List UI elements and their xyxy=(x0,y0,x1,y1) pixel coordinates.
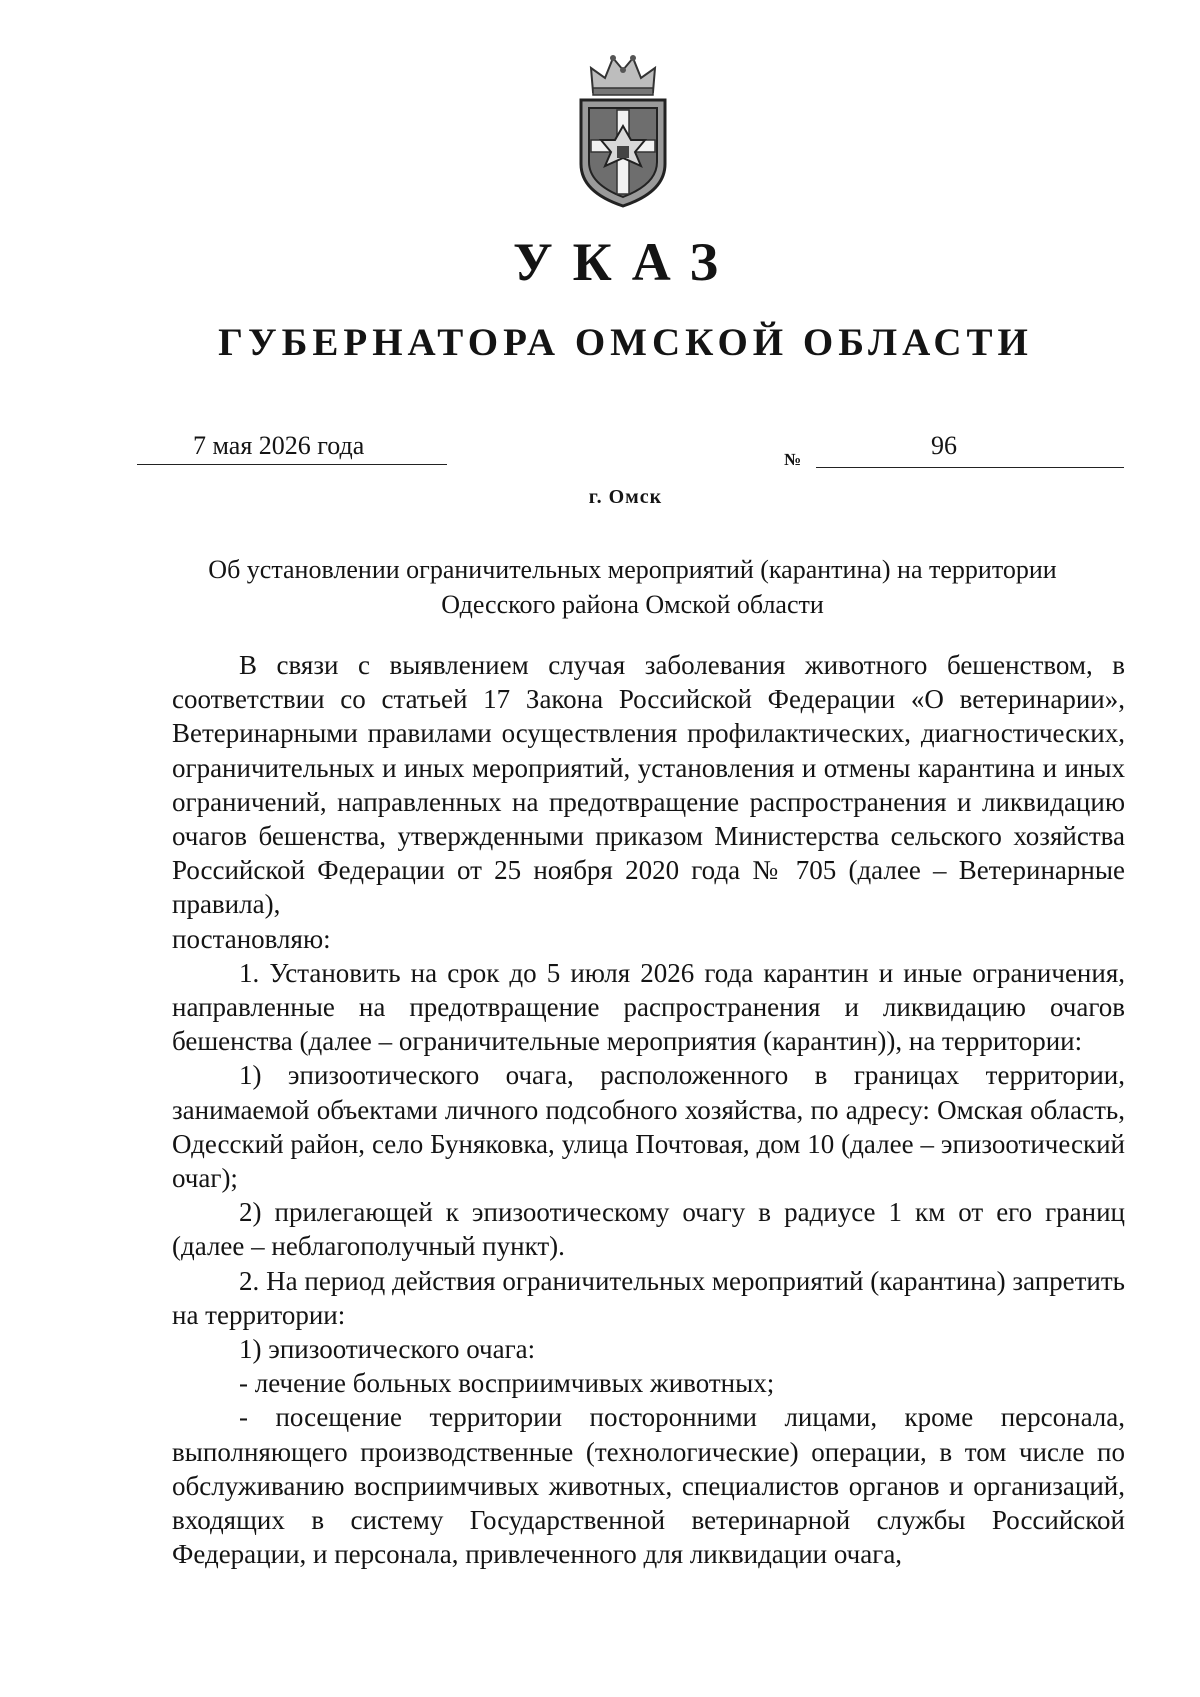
heading-line-1: Об установлении ограничительных мероприятий (карантина) на территории xyxy=(208,555,1057,584)
document-number: 96 xyxy=(931,431,957,460)
document-title: УКАЗ xyxy=(513,232,738,292)
heading-line-2: Одесского района Омской области xyxy=(441,590,824,619)
paragraph: 2) прилегающей к эпизоотическому очагу в радиусе 1 км от его границ (далее – неблагополучный пункт). xyxy=(172,1197,1125,1262)
paragraph: - посещение территории посторонними лицами, кроме персонала, выполняющего производственные (технологические) операции, в том числе по обслуживанию восприимчивых животных, специалистов органов и организаций, входящих в систему Государственной ветеринарной службы Российской Федерации, и персонала, привлеченного для ликвидации очага, xyxy=(172,1402,1125,1570)
paragraph: постановляю: xyxy=(172,923,331,954)
paragraph: 1. Установить на срок до 5 июля 2026 года карантин и иные ограничения, направленные на предотвращение распространения и ликвидацию очагов бешенства (далее – ограничительные мероприятия (карантин)), на территории: xyxy=(172,957,1125,1057)
number-sign: № xyxy=(784,450,802,469)
paragraph: 1) эпизоотического очага, расположенного в границах территории, занимаемой объектами личного подсобного хозяйства, по адресу: Омская область, Одесский район, село Буняковка, улица Почтовая, дом 10 (далее – эпизоотический очаг); xyxy=(172,1060,1125,1194)
date-underline xyxy=(137,464,447,465)
document-body xyxy=(172,648,1125,1571)
paragraph: - лечение больных восприимчивых животных; xyxy=(239,1368,775,1399)
omsk-coat-of-arms-icon xyxy=(571,52,675,210)
document-date: 7 мая 2026 года xyxy=(193,431,365,460)
number-underline xyxy=(816,467,1124,468)
document-heading xyxy=(140,552,1125,622)
paragraph: 2. На период действия ограничительных мероприятий (карантина) запретить на территории: xyxy=(172,1265,1125,1330)
document-subtitle: ГУБЕРНАТОРА ОМСКОЙ ОБЛАСТИ xyxy=(218,321,1033,364)
paragraph: В связи с выявлением случая заболевания животного бешенством, в соответствии со статьей 17 Закона Российской Федерации «О ветеринарии», Ветеринарными правилами осуществления профилактических, диагностических, ограничительных и иных мероприятий, установления и отмены карантина и иных ограничений, направленных на предотвращение распространения и ликвидацию очагов бешенства, утвержденными приказом Министерства сельского хозяйства Российской Федерации от 25 ноября 2020 года № 705 (далее – Ветеринарные правила), xyxy=(172,650,1125,920)
document-city: г. Омск xyxy=(588,486,663,508)
paragraph: 1) эпизоотического очага: xyxy=(239,1334,536,1365)
